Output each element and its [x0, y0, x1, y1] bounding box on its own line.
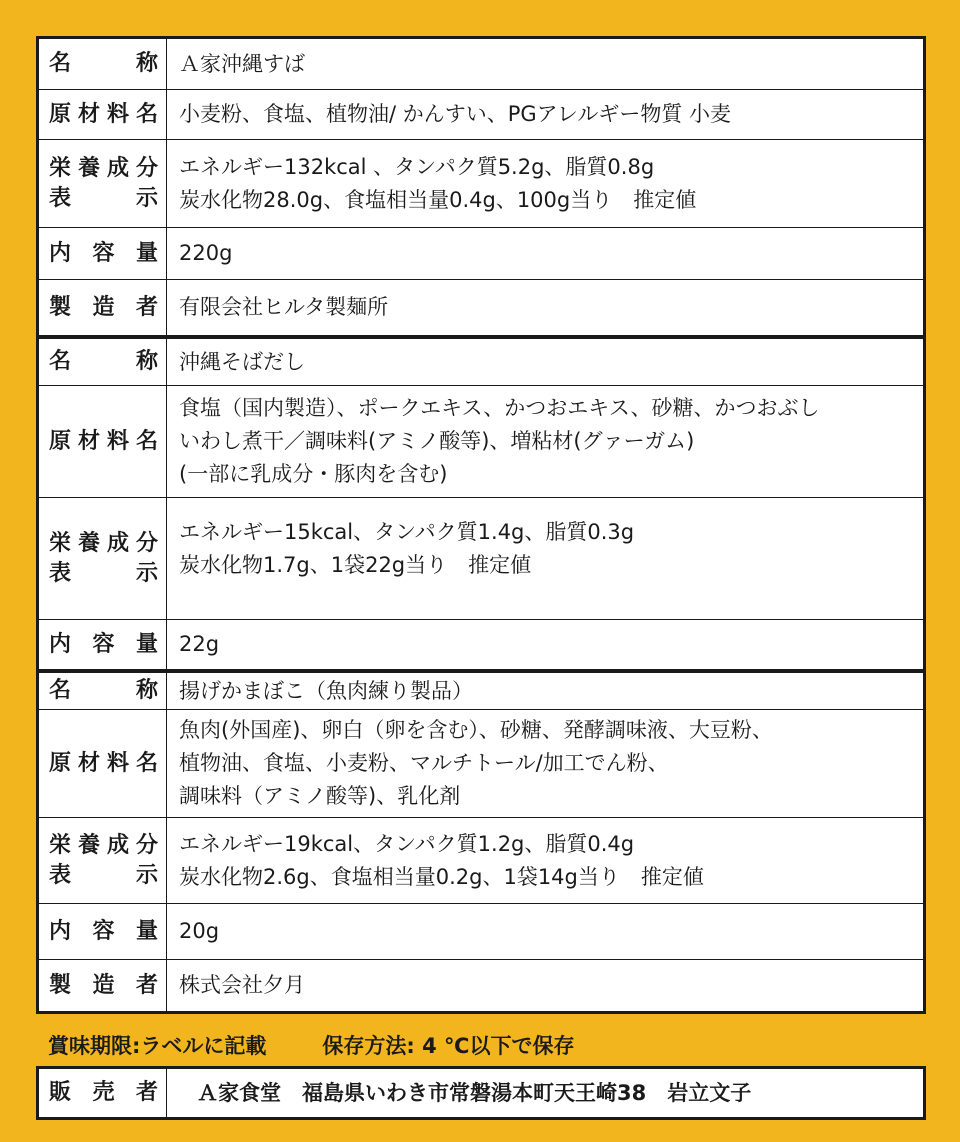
- row-label: [39, 140, 167, 227]
- value-line: 植物油、食塩、小麦粉、マルチトール/加工でん粉、: [179, 751, 669, 775]
- row-label: [39, 39, 167, 89]
- row-label: [39, 710, 167, 817]
- row-value: [167, 673, 923, 709]
- label-line: 内 容 量: [49, 240, 158, 266]
- label-line: 名 称: [49, 678, 158, 703]
- row-ingredients-2: [39, 385, 923, 497]
- value-line: エネルギー132kcal 、タンパク質5.2g、脂質0.8g: [179, 154, 655, 179]
- label-line: 栄養成分: [49, 832, 158, 858]
- row-value: [167, 386, 923, 497]
- value-line: いわし煮干／調味料(アミノ酸等)、増粘材(グァーガム): [179, 429, 695, 453]
- row-label: [39, 904, 167, 959]
- row-value: [167, 90, 923, 139]
- value-line: エネルギー15kcal、タンパク質1.4g、脂質0.3g: [179, 520, 635, 544]
- row-maker-1: [39, 279, 923, 335]
- row-value: [167, 339, 923, 385]
- label-line: 表 示: [49, 862, 158, 888]
- value-line: 株式会社夕月: [179, 973, 305, 997]
- row-label: [39, 818, 167, 903]
- row-name-1: [39, 39, 923, 89]
- label-line: 表 示: [49, 185, 158, 211]
- row-quantity-1: [39, 227, 923, 279]
- value-line: 魚肉(外国産)、卵白（卵を含む）、砂糖、発酵調味液、大豆粉、: [179, 718, 773, 742]
- storage-text: 保存方法: 4 ℃以下で保存: [322, 1034, 575, 1058]
- row-value: [167, 710, 923, 817]
- row-label: [39, 960, 167, 1011]
- label-line: 製 造 者: [49, 294, 158, 320]
- row-value: [167, 620, 923, 669]
- row-value: [167, 960, 923, 1011]
- value-line: Ａ家沖縄すば: [179, 51, 305, 76]
- row-value: [167, 140, 923, 227]
- value-line: 食塩（国内製造）、ポークエキス、かつおエキス、砂糖、かつおぶし: [179, 396, 820, 420]
- row-name-3: [39, 669, 923, 709]
- row-value: [167, 818, 923, 903]
- row-label: [39, 280, 167, 335]
- row-nutrition-3: [39, 817, 923, 903]
- row-value: [167, 39, 923, 89]
- row-label: [39, 1069, 167, 1117]
- best-before-text: 賞味期限:ラベルに記載: [48, 1034, 267, 1058]
- label-line: 名 称: [49, 51, 158, 76]
- row-seller: [39, 1069, 923, 1117]
- row-name-2: [39, 335, 923, 385]
- value-line: (一部に乳成分・豚肉を含む): [179, 462, 448, 486]
- label-line: 製 造 者: [49, 972, 158, 998]
- value-line: 220g: [179, 241, 233, 265]
- row-label: [39, 386, 167, 497]
- row-value: [167, 1069, 923, 1117]
- value-line: 調味料（アミノ酸等)、乳化剤: [179, 784, 461, 808]
- label-line: 栄養成分: [49, 530, 158, 556]
- value-line: Ａ家食堂 福島県いわき市常磐湯本町天王崎38 岩立文子: [197, 1080, 752, 1105]
- row-label: [39, 339, 167, 385]
- label-line: 内 容 量: [49, 631, 158, 657]
- label-line: 表 示: [49, 560, 158, 586]
- row-quantity-3: [39, 903, 923, 959]
- row-label: [39, 620, 167, 669]
- label-line: 内 容 量: [49, 918, 158, 944]
- row-ingredients-3: [39, 709, 923, 817]
- row-maker-3: [39, 959, 923, 1011]
- row-label: [39, 673, 167, 709]
- row-label: [39, 498, 167, 619]
- row-quantity-2: [39, 619, 923, 669]
- value-line: 炭水化物1.7g、1袋22g当り 推定値: [179, 553, 532, 577]
- row-ingredients-1: [39, 89, 923, 139]
- row-value: [167, 904, 923, 959]
- footer-note: [48, 1028, 574, 1064]
- row-value: [167, 280, 923, 335]
- label-line: 販 売 者: [49, 1080, 158, 1105]
- row-label: [39, 228, 167, 279]
- label-line: 原材料名: [49, 750, 158, 776]
- row-value: [167, 498, 923, 619]
- row-value: [167, 228, 923, 279]
- label-line: 原材料名: [49, 101, 158, 127]
- row-nutrition-1: [39, 139, 923, 227]
- value-line: 炭水化物2.6g、食塩相当量0.2g、1袋14g当り 推定値: [179, 864, 704, 889]
- value-line: 小麦粉、食塩、植物油/ かんすい、PGアレルギー物質 小麦: [179, 102, 731, 126]
- row-label: [39, 90, 167, 139]
- value-line: 20g: [179, 919, 220, 943]
- value-line: 炭水化物28.0g、食塩相当量0.4g、100g当り 推定値: [179, 187, 697, 212]
- value-line: 沖縄そばだし: [179, 349, 305, 374]
- value-line: 22g: [179, 632, 220, 656]
- label-table: [36, 36, 926, 1014]
- label-line: 名 称: [49, 349, 158, 374]
- seller-table: [36, 1066, 926, 1120]
- row-nutrition-2: [39, 497, 923, 619]
- label-line: 栄養成分: [49, 155, 158, 181]
- value-line: 有限会社ヒルタ製麺所: [179, 295, 389, 319]
- label-line: 原材料名: [49, 428, 158, 454]
- value-line: 揚げかまぼこ（魚肉練り製品）: [179, 678, 473, 703]
- value-line: エネルギー19kcal、タンパク質1.2g、脂質0.4g: [179, 831, 635, 856]
